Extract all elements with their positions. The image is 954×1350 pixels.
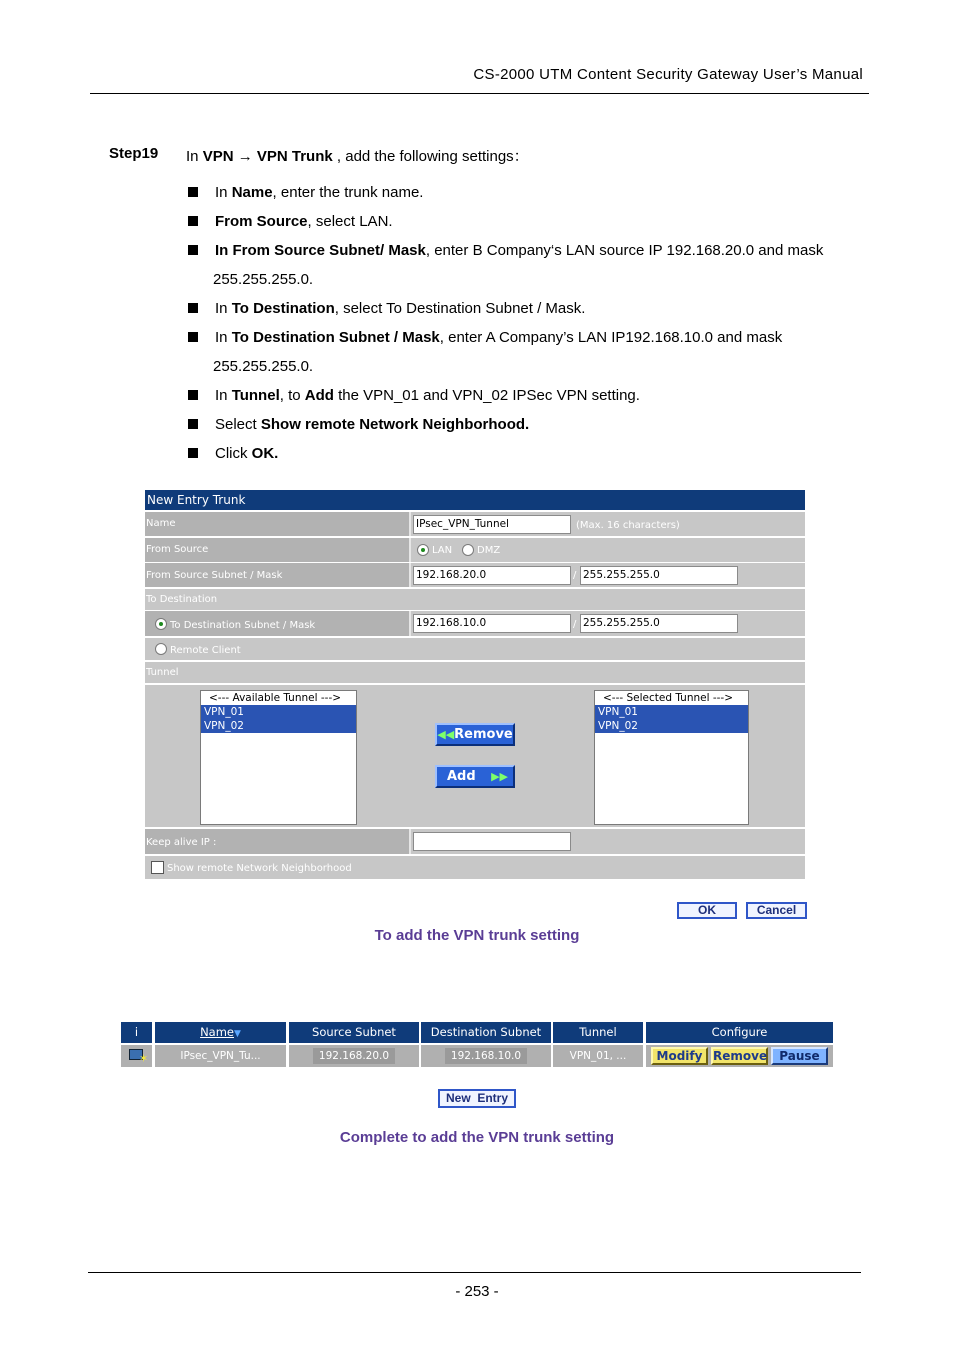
lan-radio-label: LAN (432, 545, 453, 556)
remove-button[interactable]: Remove (713, 1049, 768, 1063)
dest-subnet-radio[interactable] (155, 618, 167, 630)
list-item: In Tunnel, to Add the VPN_01 and VPN_02 IPSec VPN setting. (186, 381, 876, 410)
show-remote-label: Show remote Network Neighborhood (167, 863, 352, 874)
remove-tunnel-button[interactable]: ◀◀Remove (435, 723, 515, 746)
remote-client-label: Remote Client (170, 645, 241, 656)
show-remote-row (145, 856, 805, 880)
add-tunnel-button[interactable]: Add ▶▶ (435, 765, 515, 788)
remote-client-radio[interactable] (155, 643, 167, 655)
step-intro-trunk: VPN Trunk (252, 148, 333, 165)
selected-tunnel-header: <--- Selected Tunnel ---> (603, 692, 734, 704)
show-remote-checkbox[interactable] (151, 861, 164, 874)
dest-slash: / (573, 619, 577, 630)
dest-subnet-option-label: To Destination Subnet / Mask (170, 620, 316, 631)
list-item: In To Destination, select To Destination Subnet / Mask. (186, 294, 876, 323)
col-header-tunnel: Tunnel (553, 1022, 643, 1043)
list-item[interactable]: VPN_02 (595, 719, 748, 733)
bullet-list (186, 178, 876, 468)
source-subnet-label: From Source Subnet / Mask (146, 570, 283, 581)
name-input[interactable]: IPsec_VPN_Tunnel (413, 515, 571, 534)
list-item: From Source, select LAN. (186, 207, 876, 236)
double-right-arrow-icon: ▶▶ (491, 770, 508, 783)
dmz-radio[interactable] (462, 544, 474, 556)
dmz-radio-label: DMZ (477, 545, 501, 556)
list-item[interactable]: VPN_01 (595, 705, 748, 719)
name-hint: (Max. 16 characters) (576, 520, 680, 531)
from-source-label: From Source (146, 544, 209, 555)
col-header-configure: Configure (646, 1022, 833, 1043)
cancel-button[interactable]: Cancel (746, 902, 807, 919)
modify-button[interactable]: Modify (651, 1047, 708, 1065)
row-configure (646, 1045, 833, 1067)
header-rule (90, 93, 869, 94)
step-intro-vpn: VPN (202, 148, 238, 165)
dest-ip-input[interactable]: 192.168.10.0 (413, 614, 571, 633)
list-item: Click OK. (186, 439, 876, 468)
step-intro (186, 145, 529, 166)
remote-client-row (145, 638, 805, 661)
bullet-square-icon (188, 303, 198, 313)
available-tunnel-header: <--- Available Tunnel ---> (209, 692, 342, 704)
list-item[interactable]: VPN_02 (201, 719, 356, 733)
bullet-square-icon (188, 216, 198, 226)
dest-mask-input[interactable]: 255.255.255.0 (580, 614, 738, 633)
figure-caption-complete: Complete to add the VPN trunk setting (339, 1129, 615, 1146)
sort-down-icon: ▼ (234, 1029, 241, 1039)
bullet-square-icon (188, 390, 198, 400)
tunnel-lists-row (145, 685, 805, 828)
row-destination: 192.168.10.0 (421, 1045, 551, 1067)
keepalive-label: Keep alive IP : (146, 837, 217, 848)
footer-rule (88, 1272, 861, 1273)
manual-header-title: CS-2000 UTM Content Security Gateway User’s Manual (473, 66, 863, 83)
col-header-destination: Destination Subnet (421, 1022, 551, 1043)
source-subnet-row (145, 563, 805, 588)
step-intro-prefix: In (186, 148, 203, 165)
bullet-square-icon (188, 187, 198, 197)
list-item: In From Source Subnet/ Mask, enter B Company‘s LAN source IP 192.168.20.0 and mask (186, 236, 876, 265)
row-source: 192.168.20.0 (289, 1045, 419, 1067)
available-tunnel-list[interactable] (200, 690, 357, 825)
list-item-continuation: 255.255.255.0. (213, 271, 314, 288)
source-mask-input[interactable]: 255.255.255.0 (580, 566, 738, 585)
tunnel-label: Tunnel (146, 667, 179, 678)
list-item: In To Destination Subnet / Mask, enter A Company’s LAN IP192.168.10.0 and mask (186, 323, 876, 352)
source-slash: / (573, 570, 577, 581)
lan-radio[interactable] (417, 544, 429, 556)
dest-subnet-row (145, 611, 805, 637)
col-header-name[interactable]: Name▼ (155, 1022, 286, 1043)
double-left-arrow-icon: ◀◀ (437, 728, 455, 741)
from-source-row (145, 538, 805, 563)
selected-tunnel-list[interactable] (594, 690, 749, 825)
bullet-square-icon (188, 419, 198, 429)
keepalive-input[interactable] (413, 832, 571, 851)
source-ip-input[interactable]: 192.168.20.0 (413, 566, 571, 585)
name-row (145, 512, 805, 537)
bullet-square-icon (188, 448, 198, 458)
list-item-continuation: 255.255.255.0. (213, 358, 314, 375)
new-entry-button[interactable]: New Entry (438, 1089, 516, 1108)
row-name: IPsec_VPN_Tu... (155, 1045, 286, 1067)
name-label: Name (146, 518, 176, 529)
new-entry-trunk-panel (145, 490, 805, 880)
bullet-square-icon (188, 332, 198, 342)
list-item[interactable]: VPN_01 (201, 705, 356, 719)
tunnel-header-row (145, 662, 805, 684)
panel-title: New Entry Trunk (145, 490, 805, 510)
pause-button[interactable]: Pause (771, 1047, 828, 1065)
step-intro-suffix: , add the following settings： (332, 148, 529, 165)
col-header-source: Source Subnet (289, 1022, 419, 1043)
figure-caption-add: To add the VPN trunk setting (374, 927, 580, 944)
list-item: In Name, enter the trunk name. (186, 178, 876, 207)
to-destination-row (145, 589, 805, 611)
table-row (121, 1045, 152, 1067)
keepalive-row (145, 829, 805, 855)
arrow-icon: → (237, 148, 253, 165)
ok-button[interactable]: OK (677, 902, 737, 919)
list-item: Select Show remote Network Neighborhood. (186, 410, 876, 439)
bullet-square-icon (188, 245, 198, 255)
to-destination-label: To Destination (146, 594, 218, 605)
step-label: Step19 (109, 145, 159, 162)
star-icon: ✶ (139, 1052, 149, 1065)
row-tunnel: VPN_01, ... (553, 1045, 643, 1067)
page-number: - 253 - (455, 1283, 499, 1300)
col-header-info: i (121, 1022, 152, 1043)
